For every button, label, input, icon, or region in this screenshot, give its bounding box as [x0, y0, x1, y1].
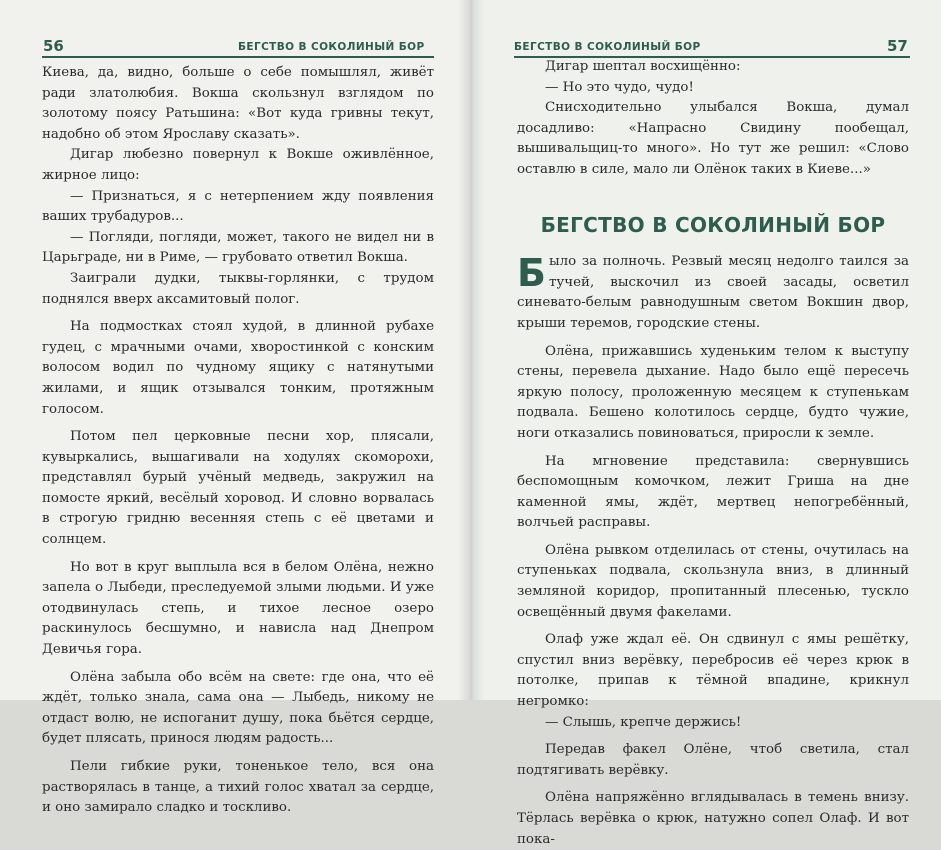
paragraph: Передав факел Олёне, чтоб светила, стал подтягивать верёвку.: [517, 742, 909, 778]
page-number: 57: [887, 37, 908, 55]
page-number: 56: [43, 37, 64, 55]
paragraph: — Но это чудо, чудо!: [545, 79, 694, 95]
running-head: БЕГСТВО В СОКОЛИНЫЙ БОР: [514, 41, 701, 53]
paragraph: Олаф уже ждал её. Он сдвинул с ямы решётку, спустил вниз верёвку, перебросив её через крюк в потолке, припав к тёмной впадине, крикнул негромко:: [517, 632, 909, 710]
paragraph: Заиграли дудки, тыквы-горлянки, с трудом поднялся вверх аксамитовый полог.: [42, 270, 434, 307]
paragraph: На подмостках стоял худой, в длинной рубахе гудец, с мрачными очами, хворостинкой с конским волосом водил по чудному ящику с натянутыми жилами, и ящик отзывался тонким, протяжным голосом.: [42, 319, 434, 417]
paragraph: — Погляди, погляди, может, такого не видел ни в Царьграде, ни в Риме, — грубовато ответил Вокша.: [42, 229, 434, 266]
right-page: [470, 0, 941, 847]
first-paragraph: [517, 252, 909, 334]
paragraph: На мгновение представила: свернувшись беспомощным комочком, лежит Гриша на дне каменной ямы, ждёт, мертвец непогребённый, волчьей расправы.: [517, 453, 909, 531]
left-page: [0, 0, 470, 816]
paragraph: Но вот в круг выплыла вся в белом Олёна, нежно запела о Лыбеди, преследуемой злыми людьми. И уже отодвинулась степь, и тихое лесное озеро раскинулось бесшумно, и нависла над Днепром Девичья гора.: [42, 559, 434, 658]
paragraph: Пели гибкие руки, тоненькое тело, вся она растворялась в танце, а тихий голос хватал за сердце, и оно замирало сладко и тоскливо.: [42, 759, 434, 816]
body-text: [42, 63, 434, 819]
paragraph: — Признаться, я с нетерпением жду появления ваших трубадуров...: [42, 188, 434, 225]
paragraph: Олёна забыла обо всём на свете: где она, что её ждёт, только знала, сама она — Лыбедь, никому не отдаст волю, не испоганит душу, пока бьётся сердце, будет плясать, принося людям радость...: [42, 669, 434, 747]
paragraph: Олёна напряжённо вглядывалась в темень внизу. Тёрлась верёвка о крюк, натужно сопел Олаф. И вот пока-: [517, 790, 909, 847]
drop-cap: Б: [517, 251, 546, 296]
paragraph: Дигар шептал восхищённо:: [545, 59, 741, 74]
paragraph: Дигар любезно повернул к Вокше оживлённое, жирное лицо:: [42, 147, 434, 183]
body-text: [517, 57, 909, 850]
header-rule: [42, 56, 434, 58]
paragraph: Снисходительно улыбался Вокша, думал досадливо: «Напрасно Свидину пообещал, вышивальщиц-то много». Но тут же решил: «Слово оставлю в силе, мало ли Олёнок таких в Киеве...»: [517, 100, 909, 177]
book-gutter: [458, 0, 484, 700]
paragraph: Олёна рывком отделилась от стены, очутилась на ступеньках подвала, скользнула вниз, в длинный земляной коридор, пропитанный плесенью, тускло освещённый двумя факелами.: [517, 542, 909, 620]
running-head: БЕГСТВО В СОКОЛИНЫЙ БОР: [238, 41, 425, 53]
first-paragraph-text: ыло за полночь. Резвый месяц недолго таился за тучей, выскочил из своей засады, осветил синевато-белым равнодушным светом Вокшин двор, крыши теремов, городские стены.: [517, 254, 909, 331]
paragraph: — Слышь, крепче держись!: [545, 714, 742, 730]
paragraph: Потом пел церковные песни хор, плясали, кувыркались, вышагивали на ходулях скоморохи, представлял бурый учёный медведь, закружил на помосте яркий, весёлый хоровод. И словно ворвалась в строгую гридню весенняя степь с её цветами и солнцем.: [42, 429, 434, 548]
paragraph: Олёна, прижавшись худеньким телом к выступу стены, перевела дыхание. Надо было ещё пересечь яркую полосу, проложенную месяцем к ступенькам подвала. Бешено колотилось сердце, будто чужие, ноги отказались повиноваться, приросли к земле.: [517, 343, 909, 441]
paragraph: Киева, да, видно, больше о себе помышлял, живёт ради златолюбия. Вокша скользнул взглядом по золотому поясу Ратьшина: «Вот куда гривны текут, надобно об этом Ярославу сказать».: [42, 65, 434, 142]
chapter-title: БЕГСТВО В СОКОЛИНЫЙ БОР: [540, 212, 886, 237]
